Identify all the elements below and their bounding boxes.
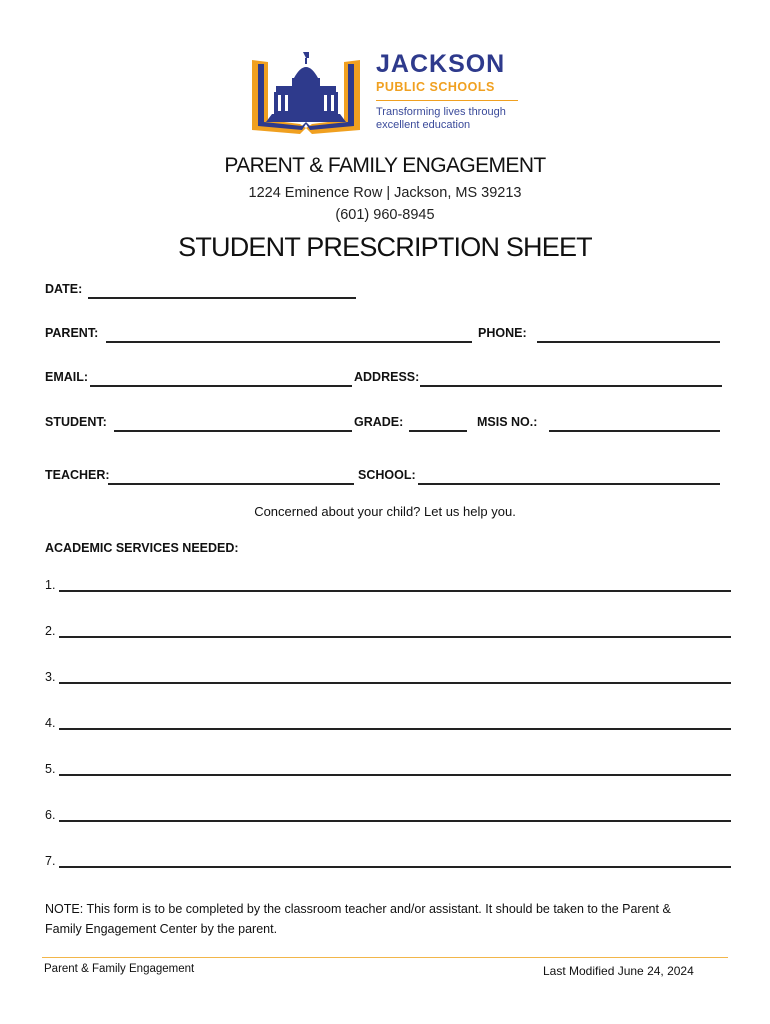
footer-modified-date: Last Modified June 24, 2024 (543, 964, 694, 978)
service-number: 5. (45, 762, 56, 776)
service-number: 7. (45, 854, 56, 868)
page-title: STUDENT PRESCRIPTION SHEET (178, 232, 592, 262)
form-note: NOTE: This form is to be completed by the classroom teacher and/or assistant. It should be taken to the Parent & Family Engagement Center by the parent. (45, 902, 671, 936)
service-number: 3. (45, 670, 56, 684)
address-label: ADDRESS: (354, 370, 420, 384)
phone-field[interactable] (537, 341, 720, 343)
footer-divider (42, 957, 728, 958)
logo-name: JACKSON (376, 50, 506, 78)
department-heading: PARENT & FAMILY ENGAGEMENT (224, 154, 546, 177)
msis-label: MSIS NO.: (477, 415, 538, 429)
service-number: 6. (45, 808, 56, 822)
parent-field[interactable] (106, 341, 472, 343)
services-heading: ACADEMIC SERVICES NEEDED: (45, 541, 239, 555)
logo-subtitle: PUBLIC SCHOOLS (376, 80, 495, 94)
service-line[interactable] (59, 866, 731, 868)
address-field[interactable] (420, 385, 722, 387)
msis-field[interactable] (549, 430, 720, 432)
service-line[interactable] (59, 820, 731, 822)
logo-tagline-line-2: excellent education (376, 119, 471, 131)
teacher-field[interactable] (108, 483, 354, 485)
service-line[interactable] (59, 590, 731, 592)
service-line[interactable] (59, 728, 731, 730)
school-label: SCHOOL: (358, 468, 416, 482)
teacher-label: TEACHER: (45, 468, 110, 482)
service-number: 4. (45, 716, 56, 730)
logo-tagline-line-1: Transforming lives through (376, 106, 506, 118)
service-number: 1. (45, 578, 56, 592)
date-label: DATE: (45, 282, 83, 296)
help-prompt: Concerned about your child? Let us help you. (254, 504, 516, 519)
student-field[interactable] (114, 430, 352, 432)
phone-label: PHONE: (478, 326, 527, 340)
email-field[interactable] (90, 385, 352, 387)
student-label: STUDENT: (45, 415, 107, 429)
grade-label: GRADE: (354, 415, 404, 429)
date-field[interactable] (88, 297, 356, 299)
grade-field[interactable] (409, 430, 467, 432)
department-address: 1224 Eminence Row | Jackson, MS 39213 (248, 185, 522, 201)
service-number: 2. (45, 624, 56, 638)
logo-divider (376, 100, 518, 101)
service-line[interactable] (59, 682, 731, 684)
service-line[interactable] (59, 636, 731, 638)
service-line[interactable] (59, 774, 731, 776)
email-label: EMAIL: (45, 370, 89, 384)
footer-department: Parent & Family Engagement (44, 963, 195, 975)
parent-label: PARENT: (45, 326, 99, 340)
department-phone: (601) 960-8945 (335, 207, 435, 223)
jps-logo-icon (248, 50, 364, 136)
school-field[interactable] (418, 483, 720, 485)
logo-tagline (376, 106, 506, 132)
